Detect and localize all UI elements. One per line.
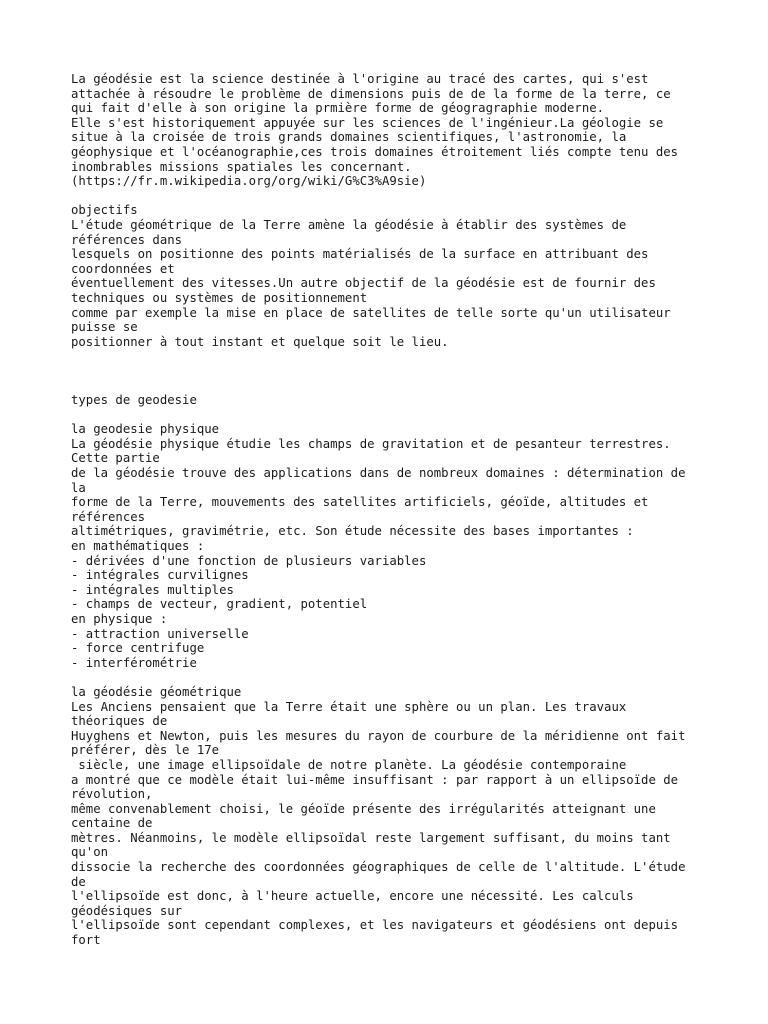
list-item: - force centrifuge bbox=[71, 641, 205, 656]
blank-line bbox=[71, 670, 711, 685]
text-line: a montré que ce modèle était lui-même insuffisant : par rapport à un ellipsoïde de bbox=[71, 772, 679, 787]
text-line: centaine de bbox=[71, 816, 153, 831]
text-line: révolution, bbox=[71, 787, 153, 802]
section-heading-types: types de geodesie bbox=[71, 393, 197, 408]
text-line: en physique : bbox=[71, 611, 168, 626]
list-item: - champs de vecteur, gradient, potentiel bbox=[71, 597, 368, 612]
text-line: Cette partie bbox=[71, 451, 160, 466]
subsection-heading-geometrique: la géodésie géométrique bbox=[71, 684, 242, 699]
text-line: références dans bbox=[71, 232, 183, 247]
list-item: - interférométrie bbox=[71, 655, 197, 670]
blank-line bbox=[71, 408, 711, 423]
text-line: références bbox=[71, 509, 146, 524]
blank-line bbox=[71, 378, 711, 393]
text-line: géophysique et l'océanographie,ces trois domaines étroitement liés compte tenu des bbox=[71, 144, 679, 159]
list-item: - intégrales multiples bbox=[71, 582, 234, 597]
text-line: géodésiques sur bbox=[71, 903, 183, 918]
list-item: - dérivées d'une fonction de plusieurs variables bbox=[71, 553, 427, 568]
text-line: attachée à résoudre le problème de dimensions puis de de la forme de la terre, ce bbox=[71, 86, 671, 101]
text-line: dissocie la recherche des coordonnées géographiques de celle de l'altitude. L'étude bbox=[71, 860, 686, 875]
blank-line bbox=[71, 364, 711, 379]
text-line: positionner à tout instant et quelque soit le lieu. bbox=[71, 334, 449, 349]
text-line: La géodésie physique étudie les champs de gravitation et de pesanteur terrestres. bbox=[71, 436, 671, 451]
text-line: qu'on bbox=[71, 845, 109, 860]
text-line: situe à la croisée de trois grands domaines scientifiques, l'astronomie, la bbox=[71, 130, 627, 145]
text-line: fort bbox=[71, 933, 101, 948]
text-line: théoriques de bbox=[71, 714, 168, 729]
text-line: coordonnées et bbox=[71, 261, 175, 276]
text-line: mètres. Néanmoins, le modèle ellipsoïdal reste largement suffisant, du moins tant bbox=[71, 830, 671, 845]
text-line: puisse se bbox=[71, 320, 138, 335]
blank-line bbox=[71, 189, 711, 204]
document-body bbox=[71, 72, 711, 962]
text-line: La géodésie est la science destinée à l'origine au tracé des cartes, qui s'est bbox=[71, 72, 649, 86]
text-line: même convenablement choisi, le géoïde présente des irrégularités atteignant une bbox=[71, 801, 656, 816]
blank-line bbox=[71, 349, 711, 364]
subsection-heading-physique: la geodesie physique bbox=[71, 422, 220, 437]
text-line: préférer, dès le 17e bbox=[71, 743, 220, 758]
text-line: Les Anciens pensaient que la Terre était une sphère ou un plan. Les travaux bbox=[71, 699, 627, 714]
text-line: la bbox=[71, 480, 86, 495]
source-link-text: (https://fr.m.wikipedia.org/org/wiki/G%C3%A9sie) bbox=[71, 174, 427, 189]
list-item: - intégrales curvilignes bbox=[71, 568, 249, 583]
text-line: siècle, une image ellipsoïdale de notre planète. La géodésie contemporaine bbox=[71, 757, 627, 772]
text-line: qui fait d'elle à son origine la prmière forme de géogragraphie moderne. bbox=[71, 101, 605, 116]
text-line bbox=[71, 948, 711, 963]
text-line: de bbox=[71, 874, 86, 889]
text-line: forme de la Terre, mouvements des satellites artificiels, géoïde, altitudes et bbox=[71, 495, 649, 510]
text-line: l'ellipsoïde sont cependant complexes, et les navigateurs et géodésiens ont depuis bbox=[71, 918, 679, 933]
text-line: Elle s'est historiquement appuyée sur les sciences de l'ingénieur.La géologie se bbox=[71, 115, 664, 130]
text-line: en mathématiques : bbox=[71, 539, 205, 553]
list-item: - attraction universelle bbox=[71, 626, 249, 641]
text-line: techniques ou systèmes de positionnement bbox=[71, 290, 368, 305]
text-line: lesquels on positionne des points matérialisés de la surface en attribuant des bbox=[71, 247, 649, 262]
section-heading-objectifs: objectifs bbox=[71, 203, 138, 218]
text-line: de la géodésie trouve des applications dans de nombreux domaines : détermination de bbox=[71, 466, 686, 481]
text-line: L'étude géométrique de la Terre amène la géodésie à établir des systèmes de bbox=[71, 217, 627, 232]
text-line: comme par exemple la mise en place de satellites de telle sorte qu'un utilisateur bbox=[71, 305, 671, 320]
text-line: l'ellipsoïde est donc, à l'heure actuelle, encore une nécessité. Les calculs bbox=[71, 889, 634, 904]
text-line: éventuellement des vitesses.Un autre objectif de la géodésie est de fournir des bbox=[71, 276, 656, 291]
text-line: inombrables missions spatiales les concernant. bbox=[71, 159, 412, 174]
text-line: Huyghens et Newton, puis les mesures du rayon de courbure de la méridienne ont fait bbox=[71, 728, 686, 743]
text-line: altimétriques, gravimétrie, etc. Son étude nécessite des bases importantes : bbox=[71, 524, 634, 539]
